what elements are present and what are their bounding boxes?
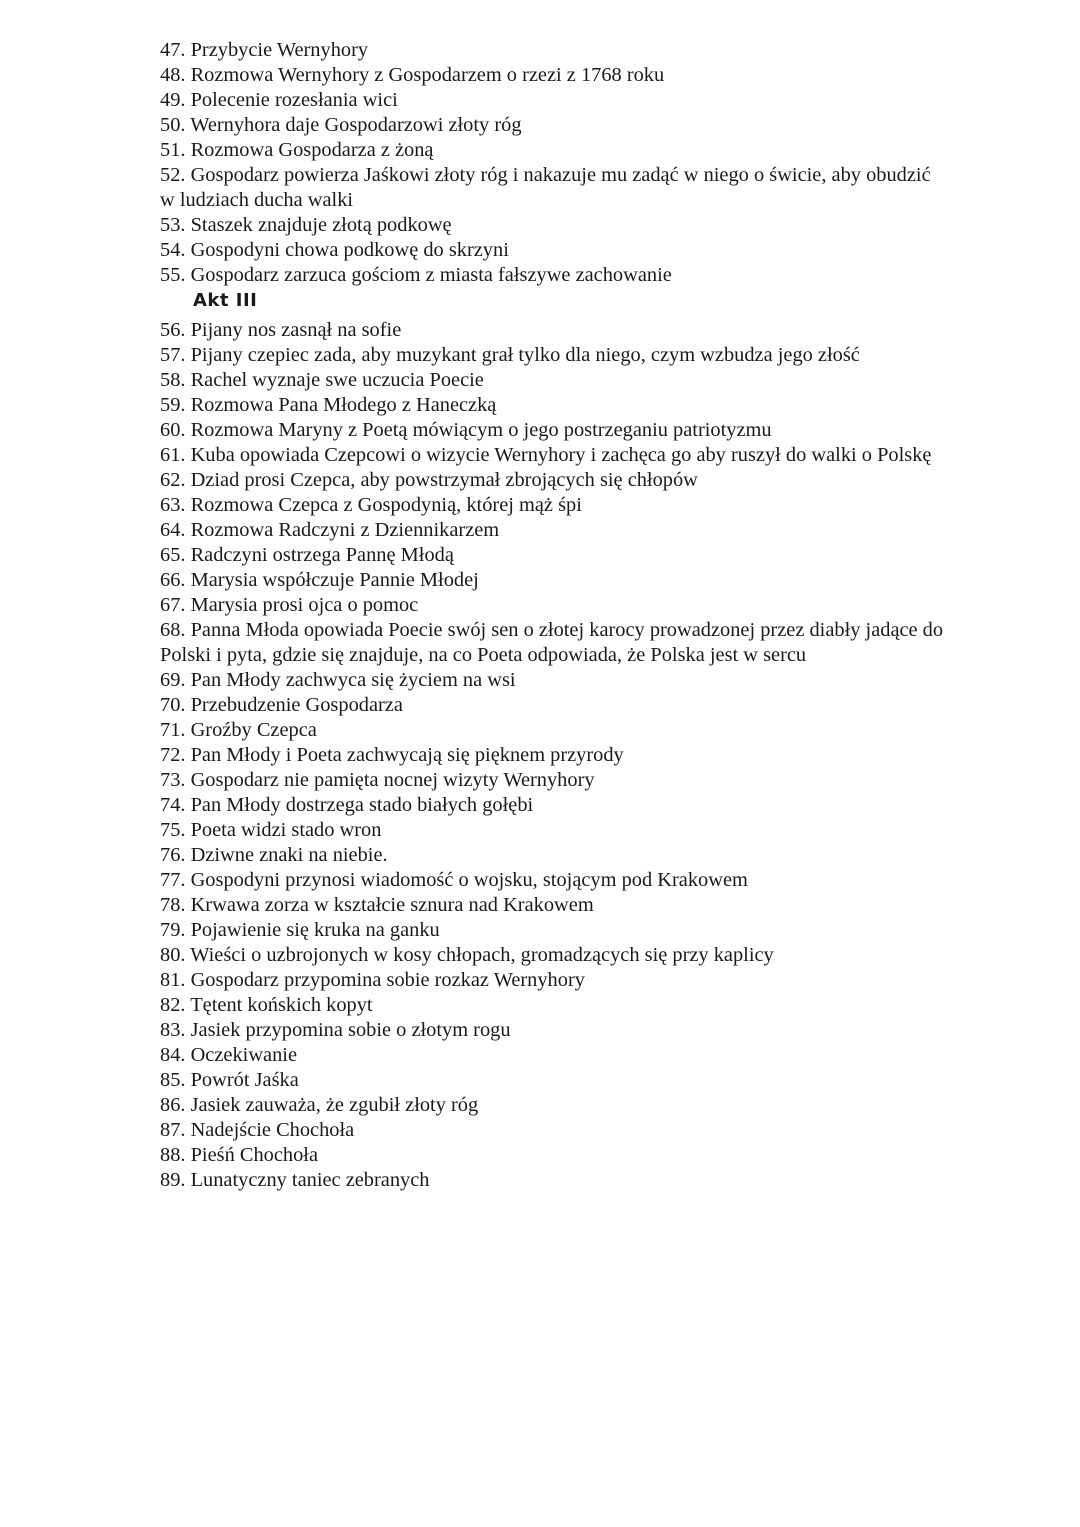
list-item: 67. Marysia prosi ojca o pomoc: [160, 594, 419, 616]
list-item: 86. Jasiek zauważa, że zgubił złoty róg: [160, 1094, 479, 1116]
list-item: 69. Pan Młody zachwyca się życiem na wsi: [160, 669, 516, 691]
list-item: 77. Gospodyni przynosi wiadomość o wojsku, stojącym pod Krakowem: [160, 869, 748, 891]
list-item: 78. Krwawa zorza w kształcie sznura nad Krakowem: [160, 894, 594, 916]
list-item: 70. Przebudzenie Gospodarza: [160, 694, 403, 716]
list-item: 87. Nadejście Chochoła: [160, 1119, 355, 1141]
list-item: 73. Gospodarz nie pamięta nocnej wizyty Wernyhory: [160, 769, 595, 791]
list-item: 54. Gospodyni chowa podkowę do skrzyni: [160, 239, 509, 261]
list-item: 79. Pojawienie się kruka na ganku: [160, 919, 440, 941]
list-item: 62. Dziad prosi Czepca, aby powstrzymał zbrojących się chłopów: [160, 469, 698, 491]
list-item: 75. Poeta widzi stado wron: [160, 819, 382, 841]
list-item: 47. Przybycie Wernyhory: [160, 39, 369, 61]
list-item: 74. Pan Młody dostrzega stado białych gołębi: [160, 794, 534, 816]
list-item: 66. Marysia współczuje Pannie Młodej: [160, 569, 479, 591]
list-item: 71. Groźby Czepca: [160, 719, 317, 741]
list-item: 60. Rozmowa Maryny z Poetą mówiącym o jego postrzeganiu patriotyzmu: [160, 419, 772, 441]
list-item-continuation: Polski i pyta, gdzie się znajduje, na co Poeta odpowiada, że Polska jest w sercu: [160, 644, 807, 666]
list-item: 50. Wernyhora daje Gospodarzowi złoty róg: [160, 114, 522, 136]
list-item-continuation: w ludziach ducha walki: [160, 189, 354, 211]
list-item: 72. Pan Młody i Poeta zachwycają się pięknem przyrody: [160, 744, 624, 766]
list-item: 88. Pieśń Chochoła: [160, 1144, 319, 1166]
section-heading-act-3: Akt III: [193, 290, 258, 311]
list-item: 83. Jasiek przypomina sobie o złotym rogu: [160, 1019, 511, 1041]
list-item: 81. Gospodarz przypomina sobie rozkaz Wernyhory: [160, 969, 585, 991]
list-item: 58. Rachel wyznaje swe uczucia Poecie: [160, 369, 484, 391]
list-item: 89. Lunatyczny taniec zebranych: [160, 1169, 430, 1191]
list-item: 85. Powrót Jaśka: [160, 1069, 299, 1091]
list-item: 55. Gospodarz zarzuca gościom z miasta fałszywe zachowanie: [160, 264, 672, 286]
list-item: 64. Rozmowa Radczyni z Dziennikarzem: [160, 519, 500, 541]
list-item: 48. Rozmowa Wernyhory z Gospodarzem o rzezi z 1768 roku: [160, 64, 665, 86]
list-item: 56. Pijany nos zasnął na sofie: [160, 319, 402, 341]
list-item: 84. Oczekiwanie: [160, 1044, 298, 1066]
list-item: 57. Pijany czepiec zada, aby muzykant grał tylko dla niego, czym wzbudza jego złość: [160, 344, 860, 366]
list-item: 76. Dziwne znaki na niebie.: [160, 844, 388, 866]
list-item: 61. Kuba opowiada Czepcowi o wizycie Wernyhory i zachęca go aby ruszył do walki o Polskę: [160, 444, 932, 466]
list-item: 49. Polecenie rozesłania wici: [160, 89, 398, 111]
list-item: 80. Wieści o uzbrojonych w kosy chłopach, gromadzących się przy kaplicy: [160, 944, 774, 966]
plot-events-list: [160, 38, 1040, 1193]
list-item: 51. Rozmowa Gospodarza z żoną: [160, 139, 434, 161]
list-item: 82. Tętent końskich kopyt: [160, 994, 373, 1016]
list-item: 53. Staszek znajduje złotą podkowę: [160, 214, 452, 236]
list-item: 63. Rozmowa Czepca z Gospodynią, której mąż śpi: [160, 494, 582, 516]
list-item: 65. Radczyni ostrzega Pannę Młodą: [160, 544, 454, 566]
list-item: 52. Gospodarz powierza Jaśkowi złoty róg i nakazuje mu zadąć w niego o świcie, aby obudzić: [160, 164, 931, 186]
list-item: 68. Panna Młoda opowiada Poecie swój sen o złotej karocy prowadzonej przez diabły jadące do: [160, 619, 944, 641]
list-item: 59. Rozmowa Pana Młodego z Haneczką: [160, 394, 497, 416]
